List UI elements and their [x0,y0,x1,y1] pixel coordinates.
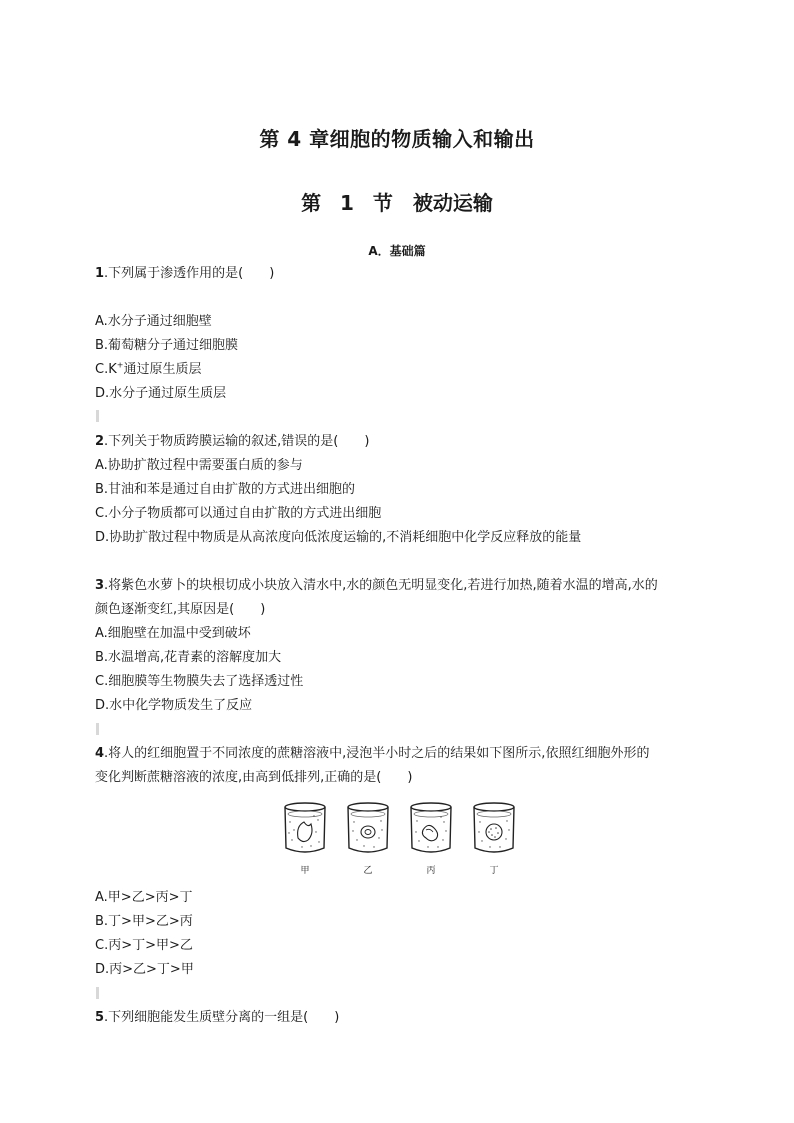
q2-option-d: D.协助扩散过程中物质是从高浓度向低浓度运输的,不消耗细胞中化学反应释放的能量 [95,530,582,545]
q3-option-d: D.水中化学物质发生了反应 [95,698,253,713]
q2-option-a: A.协助扩散过程中需要蛋白质的参与 [95,458,303,473]
figure-label-ding: 丁 [489,866,499,876]
figure-label-jia: 甲 [300,866,310,876]
beaker-yi [348,803,388,852]
question-4-stem: 4.将人的红细胞置于不同浓度的蔗糖溶液中,浸泡半小时之后的结果如下图所示,依照红细胞外形的 [95,746,650,761]
beaker-figure [278,800,518,880]
answer-marker [96,723,99,735]
q1-option-a: A.水分子通过细胞壁 [95,314,212,329]
q2-option-b: B.甘油和苯是通过自由扩散的方式进出细胞的 [95,482,356,497]
q2-option-c: C.小分子物质都可以通过自由扩散的方式进出细胞 [95,506,382,521]
question-4-stem-cont: 变化判断蔗糖溶液的浓度,由高到低排列,正确的是( ) [95,770,413,785]
question-number: 1 [95,266,105,281]
question-2-stem: 2.下列关于物质跨膜运输的叙述,错误的是( ) [95,434,370,449]
answer-marker [96,410,99,422]
beaker-jia [285,803,325,852]
chapter-title: 第 4 章细胞的物质输入和输出 [259,127,535,151]
question-number: 4 [95,746,105,761]
question-number: 3 [95,578,105,593]
q3-option-b: B.水温增高,花青素的溶解度加大 [95,650,282,665]
q1-option-c: C.K+通过原生质层 [95,360,202,377]
q3-option-c: C.细胞膜等生物膜失去了选择透过性 [95,674,304,689]
question-number: 5 [95,1010,105,1025]
part-label: A．基础篇 [368,244,426,258]
beaker-illustration [278,800,518,880]
section-title: 第 1 节 被动运输 [301,191,493,215]
q4-option-a: A.甲>乙>丙>丁 [95,890,193,905]
beaker-ding [474,803,514,852]
figure-label-bing: 丙 [426,866,436,876]
question-1-stem: 1.下列属于渗透作用的是( ) [95,266,275,281]
answer-marker [96,987,99,999]
q1-option-d: D.水分子通过原生质层 [95,386,227,401]
figure-label-yi: 乙 [363,866,373,876]
q3-option-a: A.细胞壁在加温中受到破坏 [95,626,251,641]
q4-option-d: D.丙>乙>丁>甲 [95,962,194,977]
q1-option-b: B.葡萄糖分子通过细胞膜 [95,338,239,353]
question-number: 2 [95,434,105,449]
question-3-stem: 3.将紫色水萝卜的块根切成小块放入清水中,水的颜色无明显变化,若进行加热,随着水温的增高,水的 [95,578,658,593]
beaker-bing [411,803,451,852]
question-3-stem-cont: 颜色逐渐变红,其原因是( ) [95,602,266,617]
q4-option-b: B.丁>甲>乙>丙 [95,914,193,929]
q4-option-c: C.丙>丁>甲>乙 [95,938,193,953]
question-5-stem: 5.下列细胞能发生质壁分离的一组是( ) [95,1010,340,1025]
